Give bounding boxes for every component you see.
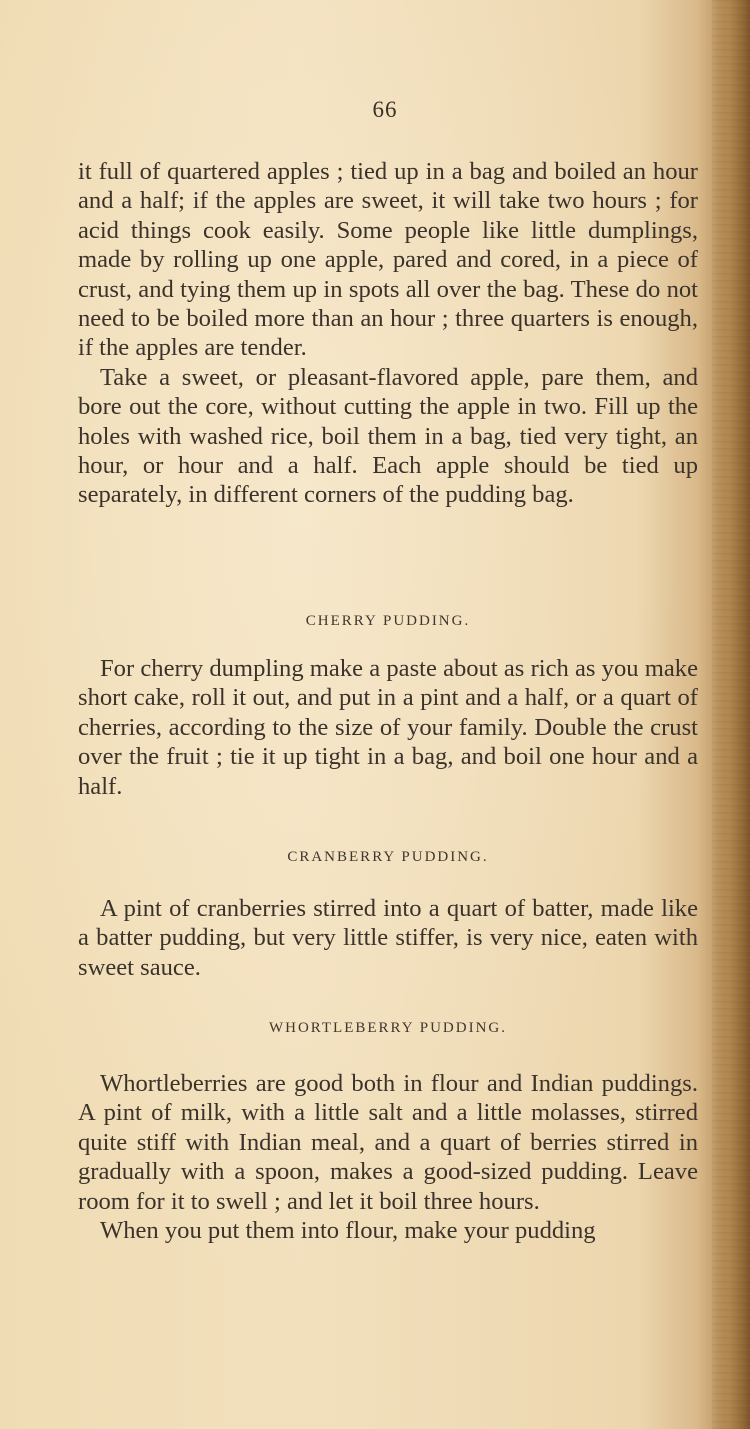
paragraph: For cherry dumpling make a paste about as rich as you make short cake, roll it out, and put in a pint and a half, or a quart of cherries, according to the size of your family. Double the crust over the fruit ; tie it up tight in a bag, and boil one hour and a half. — [78, 655, 698, 800]
paragraph: Whortleberries are good both in flour and Indian puddings. A pint of milk, with a little salt and a little molasses, stirred quite stiff with Indian meal, and a quart of berries stirred in gradually with a spoon, makes a good-sized pudding. Leave room for it to swell ; and let it boil three hours. — [78, 1070, 698, 1215]
page-edge-shadow — [712, 0, 750, 1429]
page-number: 66 — [372, 97, 398, 122]
intro-text-block — [78, 157, 698, 510]
cherry-text-block — [78, 654, 698, 801]
paragraph: A pint of cranberries stirred into a quart of batter, made like a batter pudding, but very little stiffer, is very nice, eaten with sweet sauce. — [78, 895, 698, 981]
paragraph: When you put them into flour, make your pudding — [100, 1217, 596, 1245]
section-heading-whortleberry: WHORTLEBERRY PUDDING. — [268, 1020, 508, 1036]
section-heading-cherry: CHERRY PUDDING. — [305, 613, 471, 629]
paragraph: it full of quartered apples ; tied up in a bag and boiled an hour and a half; if the apples are sweet, it will take two hours ; for acid things cook easily. Some people like little dumplings, made by rolling up one apple, pared and cored, in a piece of crust, and tying them up in spots all over the bag. These do not need to be boiled more than an hour ; three quarters is enough, if the apples are tender. — [78, 158, 698, 362]
whortleberry-text-block — [78, 1069, 698, 1245]
paragraph: Take a sweet, or pleasant-flavored apple, pare them, and bore out the core, without cutting the apple in two. Fill up the holes with washed rice, boil them in a bag, tied very tight, an hour, or hour and a half. Each apple should be tied up separately, in different corners of the pudding bag. — [78, 363, 698, 509]
section-heading-cranberry: CRANBERRY PUDDING. — [287, 849, 489, 865]
cranberry-text-block — [78, 894, 698, 982]
